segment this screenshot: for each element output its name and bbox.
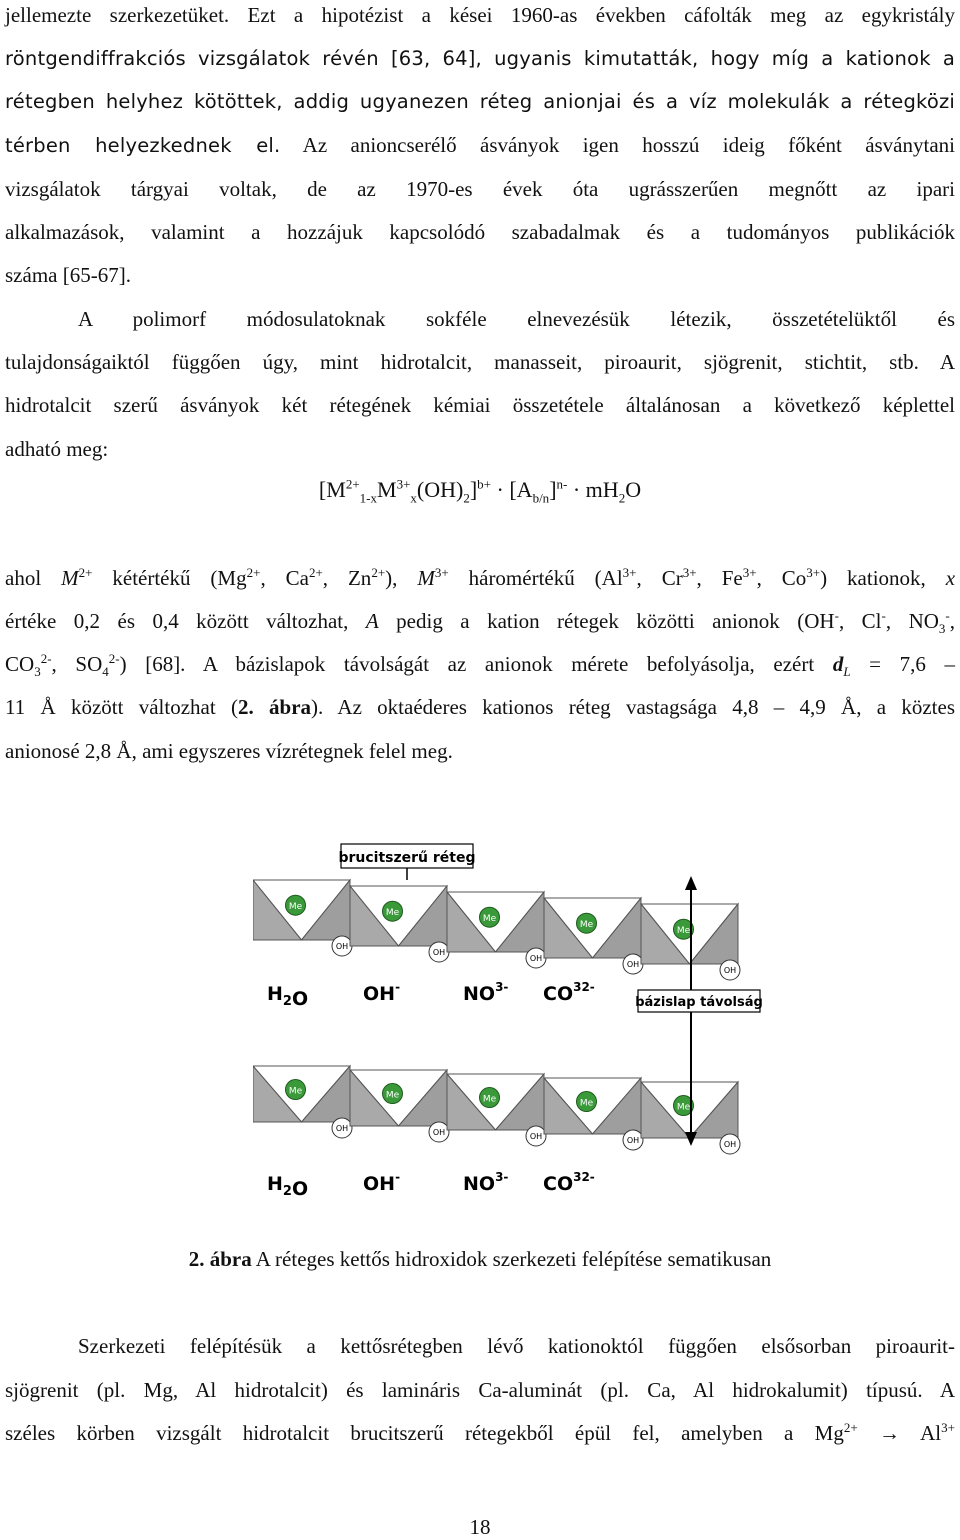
anion-label: $NO^{3-}$ [463,980,509,1005]
general-formula: $[M^{2+}_{1-x}M^{3+}_x(OH)_2]^{b+} \cdot [A_{b/n}]^{n-} \cdot mH_2O$ [318,476,642,506]
text-line: jellemezte szerkezetüket. Ezt a hipotézist a kései 1960-as években cáfolták meg az egykristály [5,3,955,27]
text-line: értéke 0,2 és 0,4 között változhat, A pedig a kation rétegek közötti anionok (OH-, Cl-, $NO_3^-$, [5,608,956,637]
text-line: vizsgálatok tárgyai voltak, de az 1970-es évek óta ugrásszerűen megnőtt az ipari [5,177,955,201]
metal-ion-label: Me [579,1098,594,1109]
page-number: 18 [469,1515,491,1539]
hydroxide-ion-label: OH [529,954,543,963]
anion-label: $CO^{32-}$ [543,1170,595,1195]
arrow-head-top [685,876,697,890]
text-line: adható meg: [5,437,109,461]
text-line: A polimorf módosulatoknak sokféle elnevezésük létezik, összetételüktől és [78,307,955,331]
anion-row-top [267,980,595,1010]
text-line: anionosé 2,8 Å, ami egyszeres vízrétegnek felel meg. [5,739,453,763]
text-line: hidrotalcit szerű ásványok két rétegének kémiai összetétele általánosan a következő képlettel [5,393,955,417]
hydroxide-ion-label: OH [432,1128,446,1137]
anion-row-bottom [267,1170,595,1196]
hydroxide-ion-label: OH [335,1124,349,1133]
hydroxide-ion-label: OH [432,948,446,957]
metal-ion-label: Me [385,908,400,919]
anion-label: $H_2O$ [267,1173,309,1196]
hydroxide-ion-label: OH [335,942,349,951]
ldh-structure-diagram [253,836,773,1196]
anion-label: $H_2O$ [267,983,309,1010]
text-line: Szerkezeti felépítésük a kettősrétegben lévő kationoktól függően elsősorban piroaurit- [78,1334,955,1358]
metal-ion-label: Me [385,1090,400,1101]
metal-ion-label: Me [482,1094,497,1105]
metal-ion-label: Me [288,1086,303,1097]
text-line: tulajdonságaiktól függően úgy, mint hidrotalcit, manasseit, piroaurit, sjögrenit, stichtit, stb. A [5,350,955,374]
arrow-head-bottom [685,1132,697,1146]
metal-ion-label: Me [579,920,594,931]
text-line: száma [65-67]. [5,263,131,287]
anion-label: $CO^{32-}$ [543,980,595,1005]
metal-ion-label: Me [482,914,497,925]
text-line: alkalmazások, valamint a hozzájuk kapcsolódó szabadalmak és a tudományos publikációk [5,220,955,244]
figure-caption: 2. ábra A réteges kettős hidroxidok szerkezeti felépítése sematikusan [188,1247,772,1271]
text-line: térben helyezkednek el. Az anioncserélő ásványok igen hosszú ideig főként ásványtani [5,133,955,157]
text-line: széles körben vizsgált hidrotalcit brucitszerű rétegekből épül fel, amelyben a $Mg^{2+} \to Al^{3+}$ [5,1420,955,1445]
metal-ion-label: Me [288,902,303,913]
text-line: 11 Å között változhat (2. ábra). Az oktaéderes kationos réteg vastagsága 4,8 – 4,9 Å, a köztes [5,695,956,719]
text-line: $CO_3^{2-}$, $SO_4^{2-}$) [68]. A bázislapok távolságát az anionok mérete befolyásolja, ezért $d_L = 7,6$ – [5,651,955,680]
text-line: ahol $M^{2+}$ kétértékű ($Mg^{2+}$, $Ca^{2+}$, $Zn^{2+}$), $M^{3+}$ háromértékű ($Al^{3+}$, $Cr^{3+}$, $Fe^{3+}$, $Co^{3+}$) kationok, x [5,565,956,590]
brucite-layer-top [253,880,740,980]
hydroxide-ion-label: OH [723,1140,737,1149]
text-line: rétegben helyhez kötöttek, addig ugyanezen réteg anionjai és a víz molekulák a rétegközi [5,90,955,113]
brucite-layer-bottom [253,1066,740,1154]
anion-label: OH- [363,1170,401,1195]
layer-label: brucitszerű réteg [338,850,476,866]
anion-label: OH- [363,980,401,1005]
hydroxide-ion-label: OH [529,1132,543,1141]
hydroxide-ion-label: OH [626,1136,640,1145]
text-line: sjögrenit (pl. Mg, Al hidrotalcit) és lamináris Ca-aluminát (pl. Ca, Al hidrokalumit) típusú. A [5,1378,955,1402]
hydroxide-ion-label: OH [626,960,640,969]
metal-ion-label: Me [676,926,691,937]
spacing-label: bázislap távolság [635,995,763,1010]
text-line: röntgendiffrakciós vizsgálatok révén [63, 64], ugyanis kimutatták, hogy míg a kationok a [5,47,955,70]
metal-ion-label: Me [676,1102,691,1113]
hydroxide-ion-label: OH [723,966,737,975]
anion-label: $NO^{3-}$ [463,1170,509,1195]
